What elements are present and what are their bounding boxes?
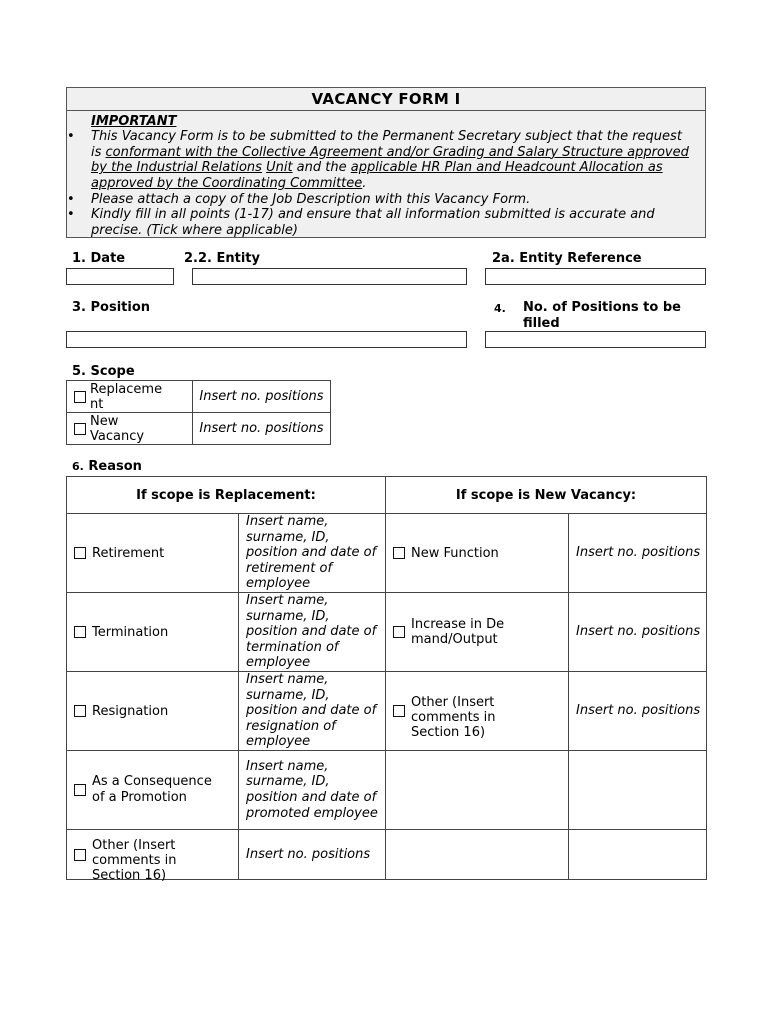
new-function-label: New Function — [411, 545, 499, 561]
num-positions-label: No. of Positions to be filled — [523, 300, 681, 331]
scope-replacement-positions[interactable]: Insert no. positions — [193, 381, 331, 413]
reason-label: 6. Reason — [72, 459, 142, 474]
reason-header-row — [67, 477, 707, 514]
termination-checkbox[interactable] — [74, 626, 86, 638]
empty-cell — [569, 751, 707, 830]
retirement-label: Retirement — [92, 545, 165, 561]
promotion-details[interactable]: Insert name, surname, ID, position and date of promoted employee — [239, 751, 386, 830]
scope-row-replacement — [67, 381, 331, 413]
promotion-label: As a Consequence of a Promotion — [92, 774, 212, 805]
bullet-3: • — [67, 207, 75, 222]
termination-details[interactable]: Insert name, surname, ID, position and date of termination of employee — [239, 593, 386, 672]
num-positions-number: 4. — [494, 302, 506, 315]
new-function-checkbox[interactable] — [393, 547, 405, 559]
reason-row-4 — [67, 751, 707, 830]
entity-label: 2.2. Entity — [184, 251, 260, 266]
scope-new-vacancy-checkbox[interactable] — [74, 423, 86, 435]
important-label: IMPORTANT — [91, 114, 177, 129]
replacement-column-header: If scope is Replacement: — [67, 477, 386, 514]
bullet-text-3: Kindly fill in all points (1-17) and ensure that all information submitted is accurate and precise. (Tick where applicable) — [91, 207, 655, 238]
bullet-1: • — [67, 129, 75, 144]
scope-row-new-vacancy — [67, 413, 331, 445]
termination-label: Termination — [92, 624, 169, 640]
date-input[interactable] — [66, 268, 174, 285]
date-label: 1. Date — [72, 251, 126, 266]
position-input[interactable] — [66, 331, 467, 348]
bullet-text-1: This Vacancy Form is to be submitted to the Permanent Secretary subject that the request is conformant with the Collective Agreement and/or Grading and Salary Structure approved by the Industrial Relations Unit and the applicable HR Plan and Headcount Allocation as approved by the Coordinating Committee. — [91, 129, 689, 191]
entity-reference-input[interactable] — [485, 268, 706, 285]
position-label: 3. Position — [72, 300, 151, 315]
other-new-vacancy-positions[interactable]: Insert no. positions — [569, 672, 707, 751]
resignation-details[interactable]: Insert name, surname, ID, position and date of resignation of employee — [239, 672, 386, 751]
scope-table — [66, 380, 331, 445]
bullet-2: • — [67, 192, 75, 207]
retirement-checkbox[interactable] — [74, 547, 86, 559]
reason-table — [66, 476, 707, 883]
empty-cell — [569, 830, 707, 880]
other-replacement-checkbox[interactable] — [74, 849, 86, 861]
num-positions-input[interactable] — [485, 331, 706, 348]
other-replacement-label: Other (Insert comments in Section 16) — [92, 838, 177, 883]
scope-replacement-label: Replacement — [90, 381, 163, 412]
scope-replacement-checkbox[interactable] — [74, 391, 86, 403]
reason-row-2 — [67, 593, 707, 672]
new-function-positions[interactable]: Insert no. positions — [569, 514, 707, 593]
increase-demand-label: Increase in Demand/Output — [411, 617, 505, 647]
entity-reference-label: 2a. Entity Reference — [492, 251, 642, 266]
new-vacancy-column-header: If scope is New Vacancy: — [386, 477, 707, 514]
promotion-checkbox[interactable] — [74, 784, 86, 796]
increase-demand-positions[interactable]: Insert no. positions — [569, 593, 707, 672]
empty-cell — [386, 751, 569, 830]
resignation-checkbox[interactable] — [74, 705, 86, 717]
other-new-vacancy-checkbox[interactable] — [393, 705, 405, 717]
increase-demand-checkbox[interactable] — [393, 626, 405, 638]
other-new-vacancy-label: Other (Insert comments in Section 16) — [411, 694, 496, 740]
bullet-text-2: Please attach a copy of the Job Description with this Vacancy Form. — [91, 192, 531, 207]
scope-label: 5. Scope — [72, 364, 135, 379]
retirement-details[interactable]: Insert name, surname, ID, position and date of retirement of employee — [239, 514, 386, 593]
empty-cell — [386, 830, 569, 880]
scope-new-vacancy-positions[interactable]: Insert no. positions — [193, 413, 331, 445]
scope-new-vacancy-label: New Vacancy — [90, 413, 145, 444]
reason-row-1 — [67, 514, 707, 593]
reason-row-5 — [67, 830, 707, 880]
form-title: VACANCY FORM I — [67, 88, 705, 111]
important-notice-box — [66, 87, 706, 238]
other-replacement-positions[interactable]: Insert no. positions — [239, 830, 386, 880]
reason-row-3 — [67, 672, 707, 751]
entity-input[interactable] — [192, 268, 467, 285]
resignation-label: Resignation — [92, 703, 169, 719]
